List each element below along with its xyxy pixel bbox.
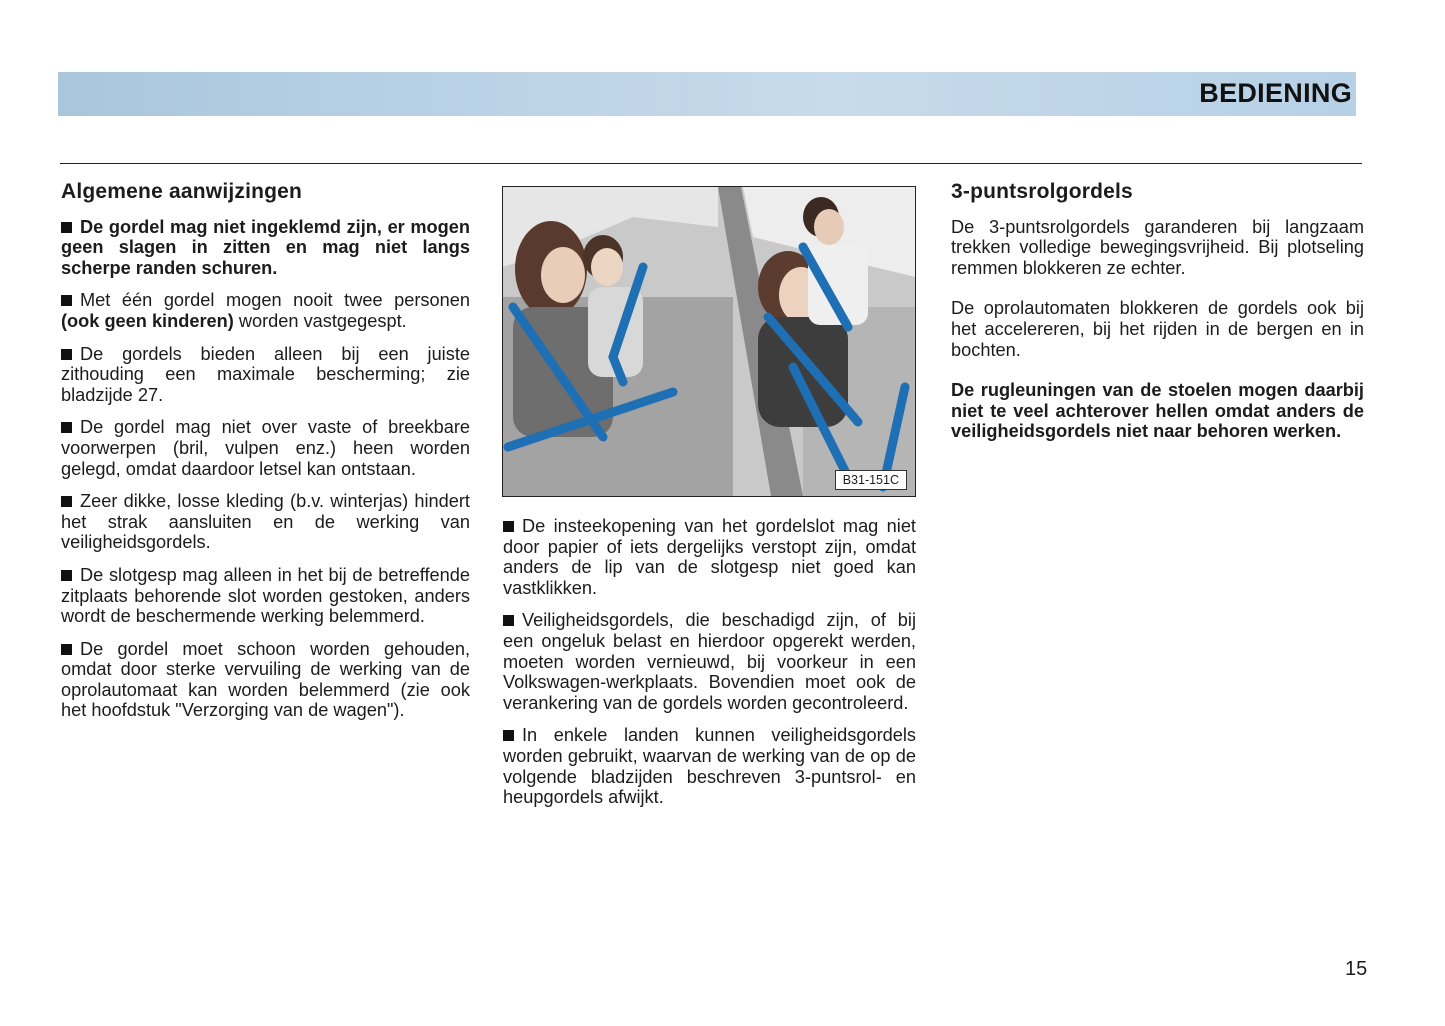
page-number: 15 bbox=[1345, 958, 1368, 980]
paragraph bbox=[61, 639, 470, 721]
warning-paragraph: De rugleuningen van de stoelen mogen daarbij niet te veel achterover hellen omdat anders de veiligheidsgordels niet naar behoren werken. bbox=[951, 380, 1364, 442]
paragraph-text: Zeer dikke, losse kleding (b.v. winterjas) hindert het strak aansluiten en de werking van veiligheidsgordels. bbox=[61, 491, 470, 553]
bullet-icon bbox=[61, 422, 72, 433]
bullet-icon bbox=[61, 295, 72, 306]
paragraph bbox=[61, 565, 470, 627]
paragraph: De 3-puntsrolgordels garanderen bij langzaam trekken volledige bewegingsvrijheid. Bij plotseling remmen blokkeren ze echter. bbox=[951, 216, 1364, 278]
seatbelt-illustration bbox=[502, 186, 916, 497]
header-rule bbox=[60, 163, 1362, 164]
section-title: BEDIENING bbox=[1199, 78, 1352, 108]
bullet-icon bbox=[503, 730, 514, 741]
paragraph-text: De gordel mag niet over vaste of breekbare voorwerpen (bril, vulpen enz.) heen worden gelegd, omdat daardoor letsel kan ontstaan. bbox=[61, 417, 470, 479]
paragraph bbox=[61, 344, 470, 406]
bullet-icon bbox=[503, 521, 514, 532]
paragraph-bold-text: (ook geen kinderen) bbox=[61, 310, 234, 331]
paragraph bbox=[61, 491, 470, 553]
general-instructions-heading: Algemene aanwijzingen bbox=[61, 180, 303, 203]
paragraph bbox=[503, 516, 916, 598]
car-interior-drawing bbox=[503, 187, 915, 496]
paragraph bbox=[503, 725, 916, 807]
section-header-band bbox=[58, 72, 1356, 116]
paragraph-text: De gordel moet schoon worden gehouden, omdat door sterke vervuiling de werking van de oprolautomaat kan worden belemmerd (zie ook het hoofdstuk "Verzorging van de wagen"). bbox=[61, 638, 470, 721]
bullet-icon bbox=[503, 615, 514, 626]
paragraph-text: worden vastgegespt. bbox=[233, 310, 407, 331]
paragraph-text: In enkele landen kunnen veiligheidsgordels worden gebruikt, waarvan de werking van de op de volgende bladzijden beschreven 3-puntsrol- en heupgordels afwijkt. bbox=[503, 725, 916, 808]
three-point-belts-heading: 3-puntsrolgordels bbox=[951, 180, 1133, 203]
paragraph-text: De insteekopening van het gordelslot mag niet door papier of iets dergelijks verstopt zijn, omdat anders de lip van de slotgesp niet goed kan vastklikken. bbox=[503, 516, 916, 598]
bullet-icon bbox=[61, 644, 72, 655]
paragraph bbox=[61, 417, 470, 479]
bullet-icon bbox=[61, 496, 72, 507]
paragraph bbox=[503, 610, 916, 713]
paragraph: De oprolautomaten blokkeren de gordels ook bij het accelereren, bij het rijden in de bergen en in bochten. bbox=[951, 298, 1364, 360]
bullet-icon bbox=[61, 222, 72, 233]
paragraph bbox=[61, 290, 470, 331]
paragraph-text: Met één gordel mogen nooit twee personen bbox=[80, 290, 470, 311]
paragraph-text: De gordels bieden alleen bij een juiste zithouding een maximale bescherming; zie bladzijde 27. bbox=[61, 343, 470, 405]
left-column bbox=[61, 182, 470, 733]
bullet-icon bbox=[61, 349, 72, 360]
warning-text: De gordel mag niet ingeklemd zijn, er mogen geen slagen in zitten en mag niet langs scherpe randen schuren. bbox=[61, 216, 470, 278]
paragraph-text: Veiligheidsgordels, die beschadigd zijn, of bij een ongeluk belast en hierdoor opgerekt werden, moeten worden vernieuwd, bij voorkeur in een Volkswagen-werkplaats. Bovendien moet ook de verankering van de gordels worden gecontroleerd. bbox=[503, 610, 916, 713]
middle-column bbox=[503, 516, 916, 820]
figure-code-label: B31-151C bbox=[835, 470, 907, 490]
right-column bbox=[951, 182, 1364, 454]
paragraph-warning bbox=[61, 217, 470, 279]
bullet-icon bbox=[61, 570, 72, 581]
paragraph-text: De slotgesp mag alleen in het bij de betreffende zitplaats behorende slot worden gestoken, anders wordt de beschermende werking belemmerd. bbox=[61, 564, 470, 627]
